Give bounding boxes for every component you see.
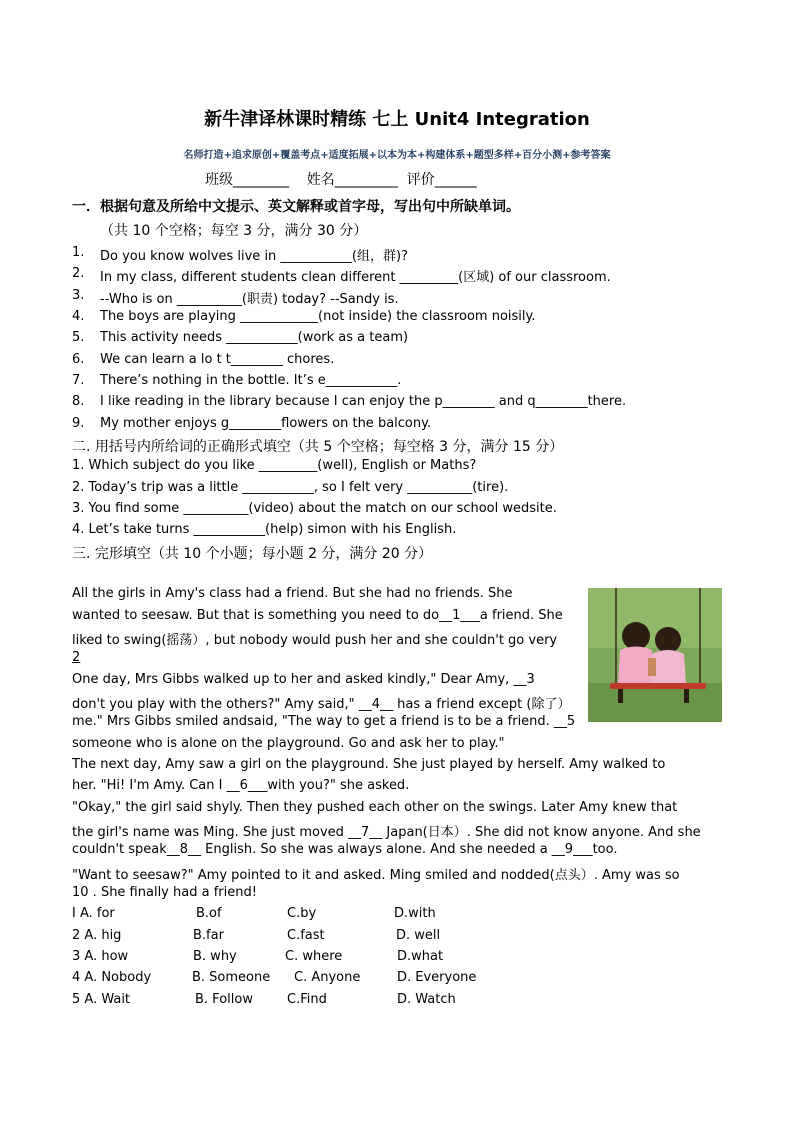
question-text: There’s nothing in the bottle. It’s e___________.: [100, 373, 402, 388]
question-text: Do you know wolves live in ___________(组，群)?: [100, 249, 408, 264]
question-text: I like reading in the library because I can enjoy the p________ and q________there.: [100, 394, 627, 409]
option: 3 A. how: [72, 949, 129, 964]
question-number: 1.: [72, 245, 85, 260]
section1-heading: 一．根据句意及所给中文提示、英文解释或首字母，写出句中所缺单词。: [72, 199, 520, 215]
passage-line: the girl's name was Ming. She just moved __7__ Japan(日本）. She did not know anyone. And she: [72, 825, 701, 840]
passage-line: One day, Mrs Gibbs walked up to her and asked kindly," Dear Amy, __3: [72, 672, 535, 687]
option: B. why: [193, 949, 237, 964]
question-text: In my class, different students clean different _________(区域) of our classroom.: [100, 270, 611, 285]
passage-line: 2: [72, 650, 81, 665]
passage-line: liked to swing(摇荡）, but nobody would push her and she couldn't go very: [72, 633, 558, 648]
passage-line: me." Mrs Gibbs smiled andsaid, "The way to get a friend is to be a friend. __5: [72, 714, 576, 729]
question-number: 2.: [72, 266, 85, 281]
question-text: 4. Let’s take turns ___________(help) simon with his English.: [72, 522, 457, 537]
page-title: 新牛津译林课时精练 七上 Unit4 Integration: [204, 109, 590, 130]
section3-heading: 三. 完形填空（共 10 个小题；每小题 2 分，满分 20 分）: [72, 546, 433, 562]
question-text: 1. Which subject do you like _________(well), English or Maths?: [72, 458, 477, 473]
question-text: This activity needs ___________(work as a team): [100, 330, 409, 345]
passage-line: someone who is alone on the playground. Go and ask her to play.": [72, 736, 505, 751]
option: C. where: [285, 949, 343, 964]
option: C. Anyone: [294, 970, 361, 985]
question-number: 9.: [72, 416, 85, 431]
page-subtitle: 名师打造+追求原创+覆盖考点+适度拓展+以本为本+构建体系+题型多样+百分小测+参考答案: [183, 150, 611, 161]
passage-line: 10 . She finally had a friend!: [72, 885, 257, 900]
passage-line: couldn't speak__8__ English. So she was always alone. And she needed a __9___too.: [72, 842, 618, 857]
option: C.fast: [287, 928, 325, 943]
question-text: 3. You find some __________(video) about the match on our school wedsite.: [72, 501, 557, 516]
option: D. Everyone: [397, 970, 477, 985]
passage-line: "Okay," the girl said shyly. Then they pushed each other on the swings. Later Amy knew that: [72, 800, 678, 815]
question-number: 6.: [72, 352, 85, 367]
passage-line: "Want to seesaw?" Amy pointed to it and asked. Ming smiled and nodded(点头）. Amy was so: [72, 868, 680, 883]
option: B.far: [193, 928, 224, 943]
question-number: 7.: [72, 373, 85, 388]
option: 2 A. hig: [72, 928, 122, 943]
question-number: 3.: [72, 288, 85, 303]
section2-heading: 二. 用括号内所给词的正确形式填空（共 5 个空格；每空格 3 分，满分 15 分）: [72, 439, 564, 455]
girls-on-swing-photo: [588, 588, 722, 722]
option: D.with: [394, 906, 436, 921]
option: 4 A. Nobody: [72, 970, 152, 985]
option: D.what: [397, 949, 444, 964]
question-text: We can learn a lo t t________ chores.: [100, 352, 335, 367]
passage-line: The next day, Amy saw a girl on the playground. She just played by herself. Amy walked to: [72, 757, 666, 772]
option: 5 A. Wait: [72, 992, 131, 1007]
option: C.Find: [287, 992, 327, 1007]
passage-line: don't you play with the others?" Amy said," __4__ has a friend except (除了）: [72, 697, 571, 712]
question-number: 4.: [72, 309, 85, 324]
question-text: The boys are playing ____________(not inside) the classroom noisily.: [100, 309, 536, 324]
section1-note: （共 10 个空格；每空 3 分，满分 30 分）: [100, 223, 368, 239]
passage-line: All the girls in Amy's class had a friend. But she had no friends. She: [72, 586, 513, 601]
question-number: 5.: [72, 330, 85, 345]
question-text: My mother enjoys g________flowers on the balcony.: [100, 416, 432, 431]
question-text: --Who is on __________(职责) today? --Sandy is.: [100, 292, 399, 307]
option: B.of: [196, 906, 222, 921]
class-name-score-line: 班级________ 姓名_________ 评价______: [205, 172, 477, 188]
option: B. Someone: [192, 970, 271, 985]
option: I A. for: [72, 906, 115, 921]
option: B. Follow: [195, 992, 253, 1007]
option: D. well: [396, 928, 441, 943]
option: D. Watch: [397, 992, 456, 1007]
question-text: 2. Today’s trip was a little ___________, so I felt very __________(tire).: [72, 480, 509, 495]
passage-line: wanted to seesaw. But that is something you need to do__1___a friend. She: [72, 608, 563, 623]
passage-line: her. "Hi! I'm Amy. Can I __6___with you?" she asked.: [72, 778, 410, 793]
question-number: 8.: [72, 394, 85, 409]
option: C.by: [287, 906, 317, 921]
